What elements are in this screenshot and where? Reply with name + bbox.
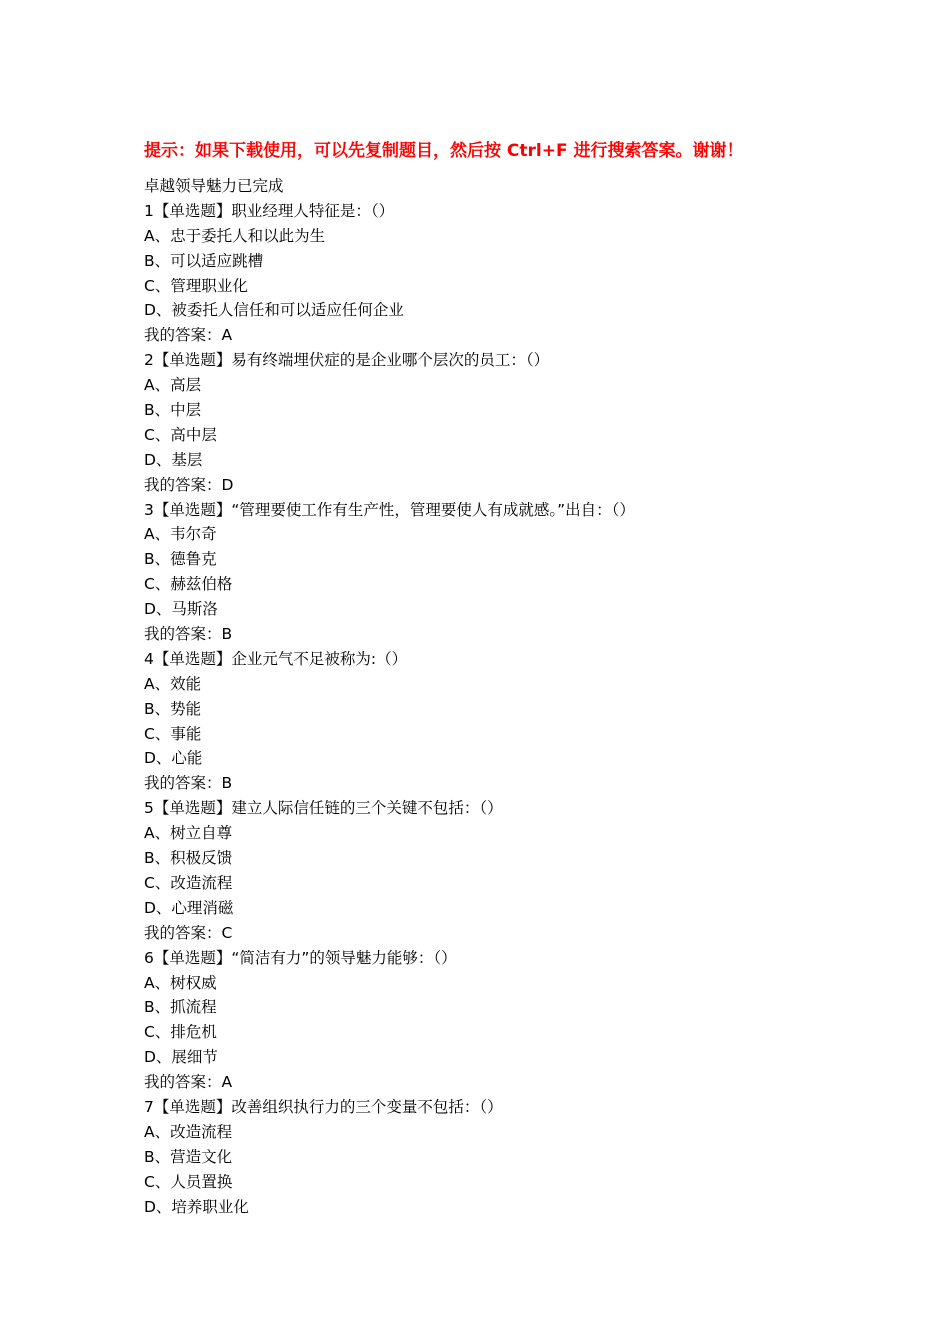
question-stem: 7【单选题】改善组织执行力的三个变量不包括：（） [144,1097,503,1116]
my-answer: 我的答案：B [144,774,233,793]
my-answer: 我的答案：D [144,475,234,494]
question-7 [144,1095,924,1219]
option-a: A、高层 [144,376,202,395]
option-a: A、效能 [144,674,202,693]
option-b: B、营造文化 [144,1147,233,1166]
question-3 [144,498,924,647]
option-d: D、心理消磁 [144,898,234,917]
question-stem: 6【单选题】“简洁有力”的领导魅力能够：（） [144,948,457,967]
question-stem: 1【单选题】职业经理人特征是：（） [144,201,395,220]
my-answer: 我的答案：A [144,1073,233,1092]
course-title: 卓越领导魅力已完成 [144,177,284,195]
option-d: D、心能 [144,749,203,768]
option-c: C、赫兹伯格 [144,575,233,594]
option-c: C、高中层 [144,425,217,444]
option-b: B、可以适应跳槽 [144,251,264,270]
option-c: C、排危机 [144,1023,217,1042]
option-a: A、树权威 [144,973,217,992]
option-c: C、改造流程 [144,873,233,892]
option-b: B、中层 [144,401,202,420]
option-a: A、忠于委托人和以此为生 [144,226,326,245]
my-answer: 我的答案：B [144,625,233,644]
option-b: B、积极反馈 [144,849,233,868]
option-b: B、抓流程 [144,998,217,1017]
question-4 [144,647,924,796]
option-b: B、德鲁克 [144,550,217,569]
option-b: B、势能 [144,699,202,718]
option-c: C、管理职业化 [144,276,248,295]
option-d: D、马斯洛 [144,600,218,619]
option-a: A、韦尔奇 [144,525,217,544]
question-2 [144,348,924,497]
option-a: A、改造流程 [144,1122,233,1141]
option-c: C、人员置换 [144,1172,233,1191]
option-d: D、培养职业化 [144,1197,249,1216]
question-stem: 4【单选题】企业元气不足被称为:（） [144,649,408,668]
option-d: D、基层 [144,450,203,469]
my-answer: 我的答案：A [144,326,233,345]
question-1 [144,199,924,348]
option-d: D、被委托人信任和可以适应任何企业 [144,301,404,320]
document-body [144,174,924,1219]
question-stem: 2【单选题】易有终端埋伏症的是企业哪个层次的员工：（） [144,351,550,370]
option-d: D、展细节 [144,1048,218,1067]
question-6 [144,946,924,1095]
my-answer: 我的答案：C [144,923,233,942]
question-stem: 5【单选题】建立人际信任链的三个关键不包括：（） [144,799,503,818]
question-5 [144,796,924,945]
download-notice: 提示：如果下载使用，可以先复制题目，然后按 Ctrl+F 进行搜索答案。谢谢！ [144,141,744,161]
option-c: C、事能 [144,724,202,743]
option-a: A、树立自尊 [144,824,233,843]
question-stem: 3【单选题】“管理要使工作有生产性，管理要使人有成就感。”出自：（） [144,500,635,519]
